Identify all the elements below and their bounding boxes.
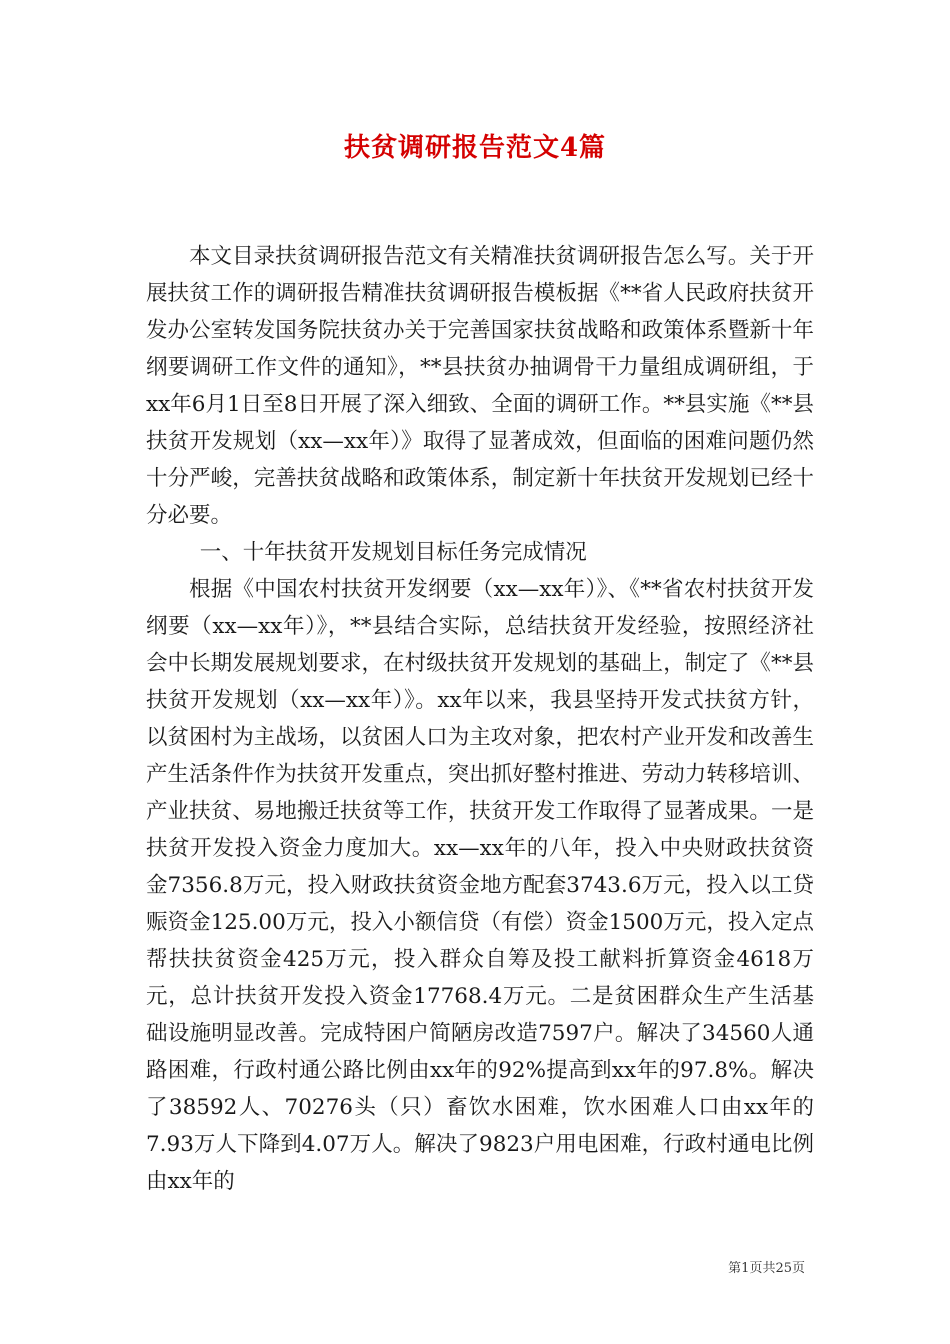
document-title: 扶贫调研报告范文4篇 — [343, 133, 607, 163]
intro-paragraph: 本文目录扶贫调研报告范文有关精准扶贫调研报告怎么写。关于开展扶贫工作的调研报告精准扶贫调研报告模板据《**省人民政府扶贫开发办公室转发国务院扶贫办关于完善国家扶贫战略和政策体系暨新十年纲要调研工作文件的通知》，**县扶贫办抽调骨干力量组成调研组，于xx年6月1日至8日开展了深入细致、全面的调研工作。**县实施《**县扶贫开发规划（xx—xx年）》取得了显著成效，但面临的困难问题仍然十分严峻，完善扶贫战略和政策体系，制定新十年扶贫开发规划已经十分必要。 — [146, 244, 814, 528]
section-heading: 一、十年扶贫开发规划目标任务完成情况 — [199, 540, 587, 565]
document-body — [146, 238, 814, 1200]
section-paragraph: 根据《中国农村扶贫开发纲要（xx—xx年）》、《**省农村扶贫开发纲要（xx—xx年）》，**县结合实际，总结扶贫开发经验，按照经济社会中长期发展规划要求，在村级扶贫开发规划的基础上，制定了《**县扶贫开发规划（xx—xx年）》。xx年以来，我县坚持开发式扶贫方针，以贫困村为主战场，以贫困人口为主攻对象，把农村产业开发和改善生产生活条件作为扶贫开发重点，突出抓好整村推进、劳动力转移培训、产业扶贫、易地搬迁扶贫等工作，扶贫开发工作取得了显著成果。一是扶贫开发投入资金力度加大。xx—xx年的八年，投入中央财政扶贫资金7356.8万元，投入财政扶贫资金地方配套3743.6万元，投入以工贷赈资金125.00万元，投入小额信贷（有偿）资金1500万元，投入定点帮扶扶贫资金425万元，投入群众自筹及投工献料折算资金4618万元，总计扶贫开发投入资金17768.4万元。二是贫困群众生产生活基础设施明显改善。完成特困户简陋房改造7597户。解决了34560人通路困难，行政村通公路比例由xx年的92%提高到xx年的97.8%。解决了38592人、70276头（只）畜饮水困难，饮水困难人口由xx年的7.93万人下降到4.07万人。解决了9823户用电困难，行政村通电比例由xx年的 — [146, 577, 814, 1194]
page-number: 第1页共25页 — [728, 1261, 805, 1276]
